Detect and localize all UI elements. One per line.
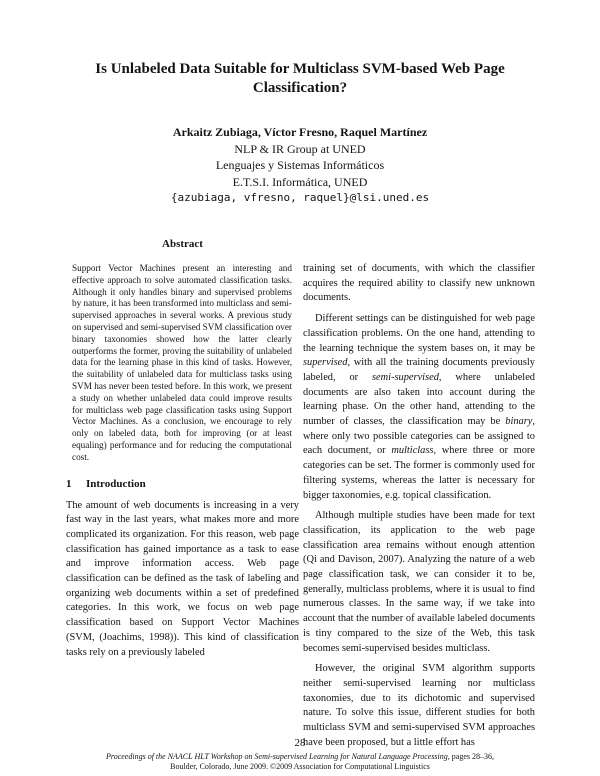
text-run: , where only two possible categories can be assigned to each document, or <box>303 416 535 457</box>
text-run: , with all the training documents previously labeled, or <box>303 357 535 383</box>
right-column <box>303 262 535 751</box>
author-school: E.T.S.I. Informática, UNED <box>232 174 368 189</box>
paper-title: Is Unlabeled Data Suitable for Multiclass SVM-based Web Page Classification? <box>95 61 505 96</box>
text-run: , where three or more categories can be set. The former is commonly used for filtering systems, whereas the latter is necessary for bigger taxonomies, e.g. topical classification. <box>303 445 535 501</box>
abstract-heading: Abstract <box>162 238 203 250</box>
term-multiclass: multiclass <box>391 445 434 457</box>
section-heading-introduction <box>66 478 299 490</box>
text-run: Different settings can be distinguished for web page classification problems. On the one hand, attending to the learning technique the system bases on, it may be <box>303 313 535 354</box>
intro-paragraph-continued: training set of documents, with which the classifier acquires the required ability to classify new unknown documents. <box>303 263 535 304</box>
author-email: {azubiaga, vfresno, raquel}@lsi.uned.es <box>170 191 430 204</box>
proceedings-footer <box>60 752 540 771</box>
footer-location: Boulder, Colorado, June 2009. ©2009 Association for Computational Linguistics <box>170 761 430 771</box>
intro-paragraph-svm: However, the original SVM algorithm supports neither semi-supervised learning nor multiclass taxonomies, due to its dichotomic and supervised nature. To solve this issue, different studies for both multiclass SVM and semi-supervised SVM approaches have been proposed, but a little effort has <box>303 663 535 748</box>
intro-paragraph-1: The amount of web documents is increasing in a very fast way in the last years, what makes more and more complicated its organization. For this reason, web page classification has gained importance as a task to ease and improve information access. Web page classification can be defined as the task of labeling and organizing web documents within a set of predefined categories. In this work, we focus on web page classification based on Support Vector Machines (SVM, (Joachims, 1998)). This kind of classification tasks rely on a previously labeled <box>66 499 299 658</box>
term-semi-supervised: semi-supervised <box>371 371 439 383</box>
intro-paragraph-settings <box>303 312 535 503</box>
author-block <box>100 124 500 207</box>
footer-pages: , pages 28–36, <box>447 752 494 761</box>
term-binary: binary <box>505 416 533 428</box>
author-group: NLP & IR Group at UNED <box>234 141 366 156</box>
section-title: Introduction <box>86 477 146 490</box>
abstract-text: Support Vector Machines present an interesting and effective approach to solve automated classification tasks. Although it only handles binary and supervised problems by nature, it has been transformed into multiclass and semi-supervised approaches in several works. A previous study on supervised and semi-supervised SVM classification over binary taxonomies showed how the latter clearly outperforms the former, proving the suitability of unlabeled data for the learning phase in this kind of tasks. However, the suitability of unlabeled data for multiclass tasks using SVM has never been tested before. In this work, we present a study on whether unlabeled data could improve results for multiclass web page classification tasks using Support Vector Machines. As a conclusion, we encourage to rely only on labeled data, both for improving (or at least equaling) performance and for reducing the computational cost. <box>72 263 292 462</box>
text-run: , where unlabeled documents are also taken into account during the learning phase. On the other hand, attending to the number of classes, the classification may be <box>303 371 535 428</box>
footer-venue: Proceedings of the NAACL HLT Workshop on Semi-supervised Learning for Natural Language Processing <box>106 752 448 761</box>
left-column <box>66 238 299 660</box>
term-supervised: supervised <box>303 357 348 369</box>
author-names: Arkaitz Zubiaga, Víctor Fresno, Raquel Martínez <box>172 125 428 139</box>
intro-paragraph-studies: Although multiple studies have been made for text classification, its application to the web page classification area remains without enough attention (Qi and Davison, 2007). Analyzing the nature of a web page classification task, we can consider it to be, generally, multiclass problems, where it is usual to find numerous classes. In the same way, if we take into account that the number of available labeled documents is tiny compared to the size of the Web, this task becomes semi-supervised besides multiclass. <box>303 510 535 654</box>
section-number: 1 <box>66 477 72 490</box>
author-department: Lenguajes y Sistemas Informáticos <box>215 158 385 172</box>
page-number: 28 <box>294 737 306 749</box>
